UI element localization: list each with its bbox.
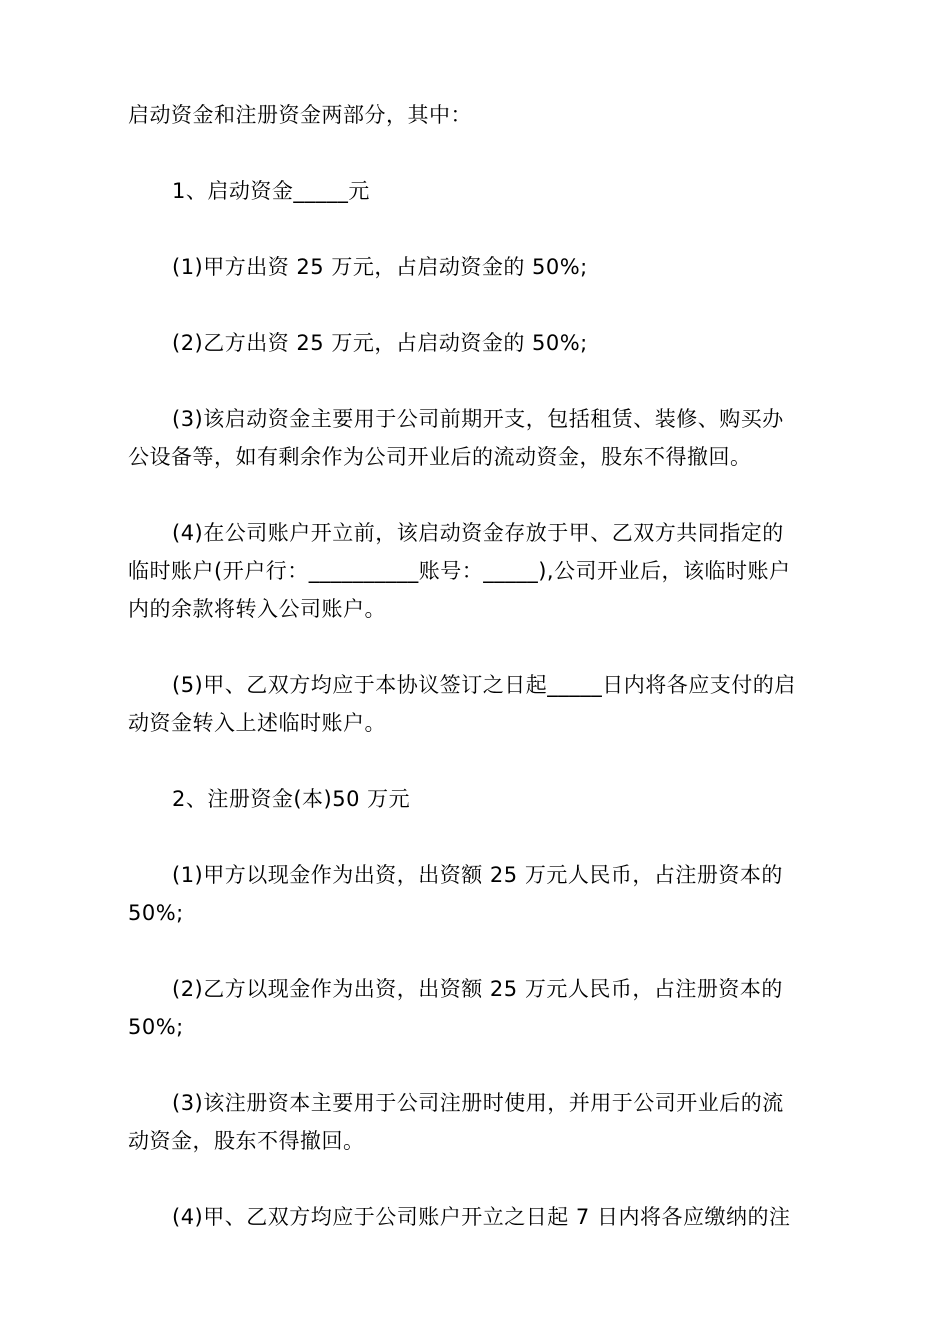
paragraph-temp-account [128, 514, 828, 628]
paragraph-transfer-deadline [128, 666, 828, 742]
paragraph-startup-party-b [128, 324, 828, 362]
text-line: (5)甲、乙双方均应于本协议签订之日起_____日内将各应支付的启 [172, 673, 796, 697]
text-line: 动资金转入上述临时账户。 [128, 711, 386, 735]
text-line: (2)乙方以现金作为出资，出资额 25 万元人民币，占注册资本的 [172, 977, 783, 1001]
text-line: (1)甲方出资 25 万元，占启动资金的 50%; [172, 255, 588, 279]
paragraph-startup-fund-heading [128, 172, 828, 210]
text-line: (4)在公司账户开立前，该启动资金存放于甲、乙双方共同指定的 [172, 521, 784, 545]
text-line: (3)该注册资本主要用于公司注册时使用，并用于公司开业后的流 [172, 1091, 784, 1115]
text-line: 50%; [128, 901, 184, 925]
text-line: (1)甲方以现金作为出资，出资额 25 万元人民币，占注册资本的 [172, 863, 783, 887]
paragraph-registered-capital-heading [128, 780, 828, 818]
paragraph-registered-party-a [128, 856, 828, 932]
text-line: 动资金，股东不得撤回。 [128, 1129, 365, 1153]
text-line: 2、注册资金(本)50 万元 [172, 787, 411, 811]
paragraph-startup-party-a [128, 248, 828, 286]
text-line: 启动资金和注册资金两部分，其中： [128, 103, 472, 127]
text-line: (4)甲、乙双方均应于公司账户开立之日起 7 日内将各应缴纳的注 [172, 1205, 791, 1229]
paragraph-startup-usage [128, 400, 828, 476]
text-line: 1、启动资金_____元 [172, 179, 370, 203]
paragraph-payment-deadline [128, 1198, 828, 1236]
text-line: 内的余款将转入公司账户。 [128, 597, 386, 621]
text-line: 公设备等，如有剩余作为公司开业后的流动资金，股东不得撤回。 [128, 445, 752, 469]
paragraph-registered-usage [128, 1084, 828, 1160]
text-line: (2)乙方出资 25 万元，占启动资金的 50%; [172, 331, 588, 355]
paragraph-intro [128, 96, 828, 134]
paragraph-registered-party-b [128, 970, 828, 1046]
text-line: 50%; [128, 1015, 184, 1039]
text-line: 临时账户(开户行：__________账号：_____),公司开业后，该临时账户 [128, 559, 791, 583]
text-line: (3)该启动资金主要用于公司前期开支，包括租赁、装修、购买办 [172, 407, 784, 431]
